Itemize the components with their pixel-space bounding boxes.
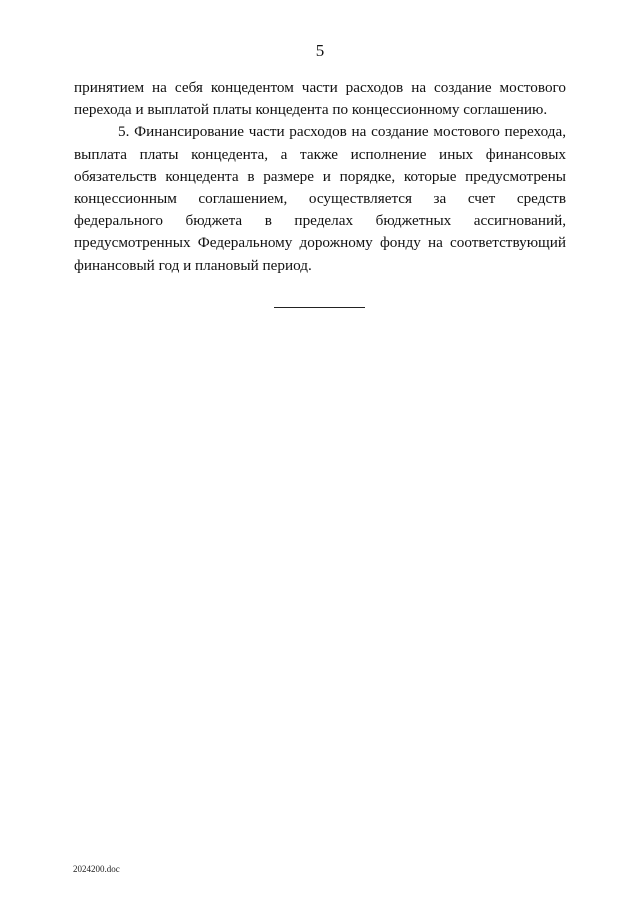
- document-body: [74, 77, 566, 277]
- paragraph-continuation: [74, 77, 566, 121]
- text-line: предусмотренных Федеральному дорожному фонду на соответствующий: [74, 234, 566, 252]
- page-number: 5: [315, 41, 325, 60]
- text-line: 5. Финансирование части расходов на создание мостового перехода,: [118, 123, 566, 141]
- text-line: обязательств концедента в размере и порядке, которые предусмотрены: [74, 167, 566, 185]
- end-separator-line: [274, 307, 365, 308]
- paragraph-item-5: [74, 121, 566, 276]
- text-line: концессионным соглашением, осуществляется за счет средств: [74, 190, 566, 208]
- text-line: перехода и выплатой платы концедента по концессионному соглашению.: [74, 101, 548, 119]
- document-code: 2024200.doc: [73, 864, 120, 874]
- text-line: принятием на себя концедентом части расходов на создание мостового: [74, 79, 566, 96]
- text-line: федерального бюджета в пределах бюджетных ассигнований,: [74, 212, 566, 230]
- text-line: финансовый год и плановый период.: [74, 256, 312, 274]
- text-line: выплата платы концедента, а также исполнение иных финансовых: [74, 145, 566, 163]
